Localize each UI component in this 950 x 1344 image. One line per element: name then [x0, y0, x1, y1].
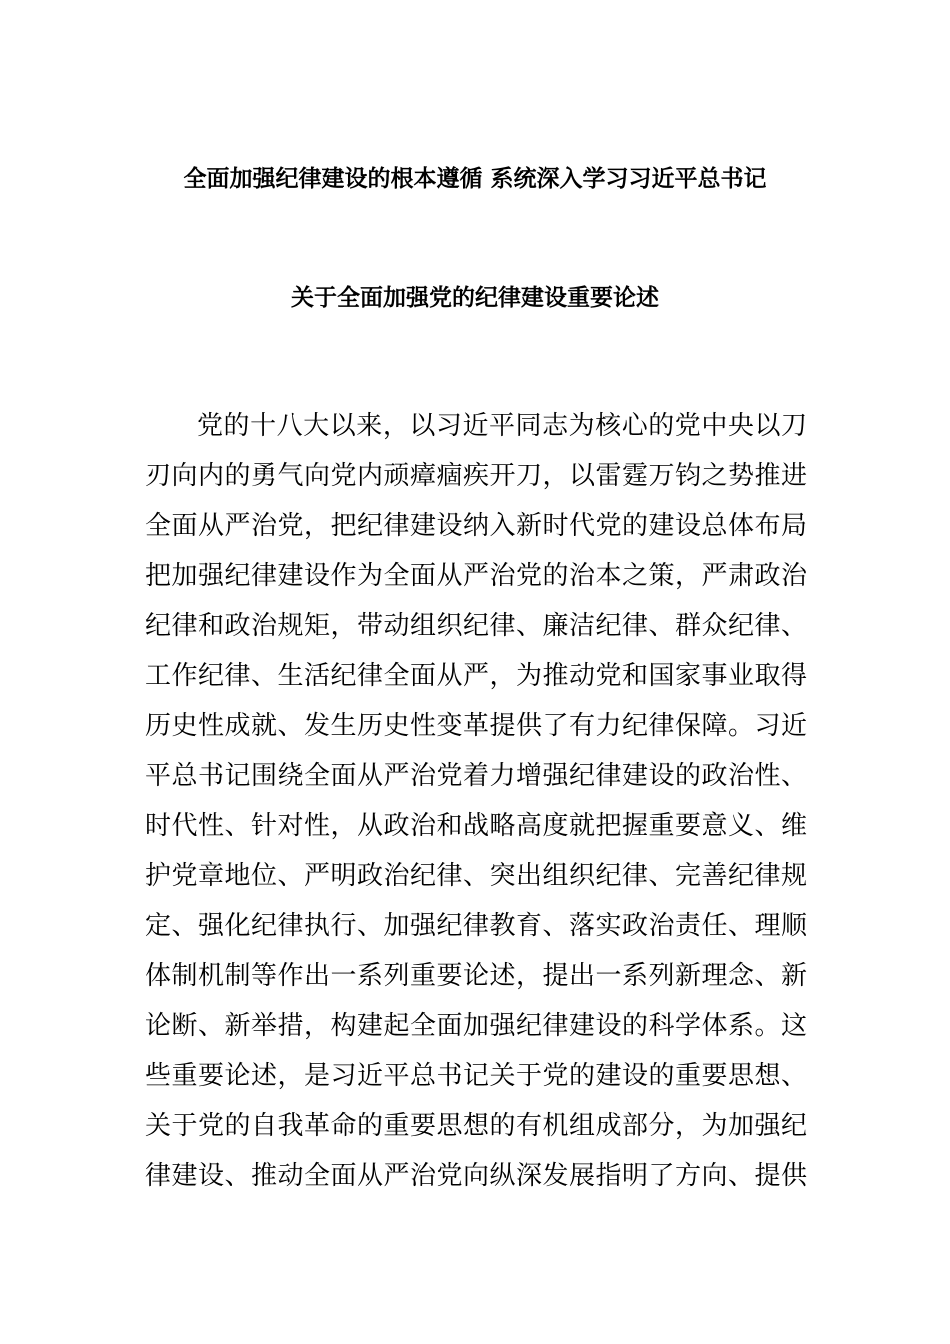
body-line: 党的十八大以来，以习近平同志为核心的党中央以刀 — [197, 411, 807, 441]
body-line: 护党章地位、严明政治纪律、突出组织纪律、完善纪律规 — [145, 861, 807, 891]
document-title-line-2: 关于全面加强党的纪律建设重要论述 — [291, 285, 659, 311]
body-line: 律建设、推动全面从严治党向纵深发展指明了方向、提供 — [145, 1161, 807, 1191]
body-line: 体制机制等作出一系列重要论述，提出一系列新理念、新 — [145, 961, 807, 991]
document-title-line-1: 全面加强纪律建设的根本遵循 系统深入学习习近平总书记 — [183, 166, 767, 192]
body-line: 关于党的自我革命的重要思想的有机组成部分，为加强纪 — [145, 1111, 807, 1141]
body-paragraph — [145, 401, 807, 1201]
body-line: 时代性、针对性，从政治和战略高度就把握重要意义、维 — [145, 811, 807, 841]
body-line: 些重要论述，是习近平总书记关于党的建设的重要思想、 — [145, 1061, 807, 1091]
body-line: 定、强化纪律执行、加强纪律教育、落实政治责任、理顺 — [145, 911, 807, 941]
body-line: 平总书记围绕全面从严治党着力增强纪律建设的政治性、 — [145, 761, 807, 791]
body-line: 纪律和政治规矩，带动组织纪律、廉洁纪律、群众纪律、 — [145, 611, 807, 641]
body-line: 论断、新举措，构建起全面加强纪律建设的科学体系。这 — [145, 1011, 807, 1041]
body-line: 刃向内的勇气向党内顽瘴痼疾开刀，以雷霆万钧之势推进 — [145, 461, 807, 491]
body-line: 全面从严治党，把纪律建设纳入新时代党的建设总体布局 — [145, 511, 807, 541]
body-line: 把加强纪律建设作为全面从严治党的治本之策，严肃政治 — [145, 561, 807, 591]
body-line: 历史性成就、发生历史性变革提供了有力纪律保障。习近 — [145, 711, 807, 741]
body-line: 工作纪律、生活纪律全面从严，为推动党和国家事业取得 — [145, 661, 807, 691]
